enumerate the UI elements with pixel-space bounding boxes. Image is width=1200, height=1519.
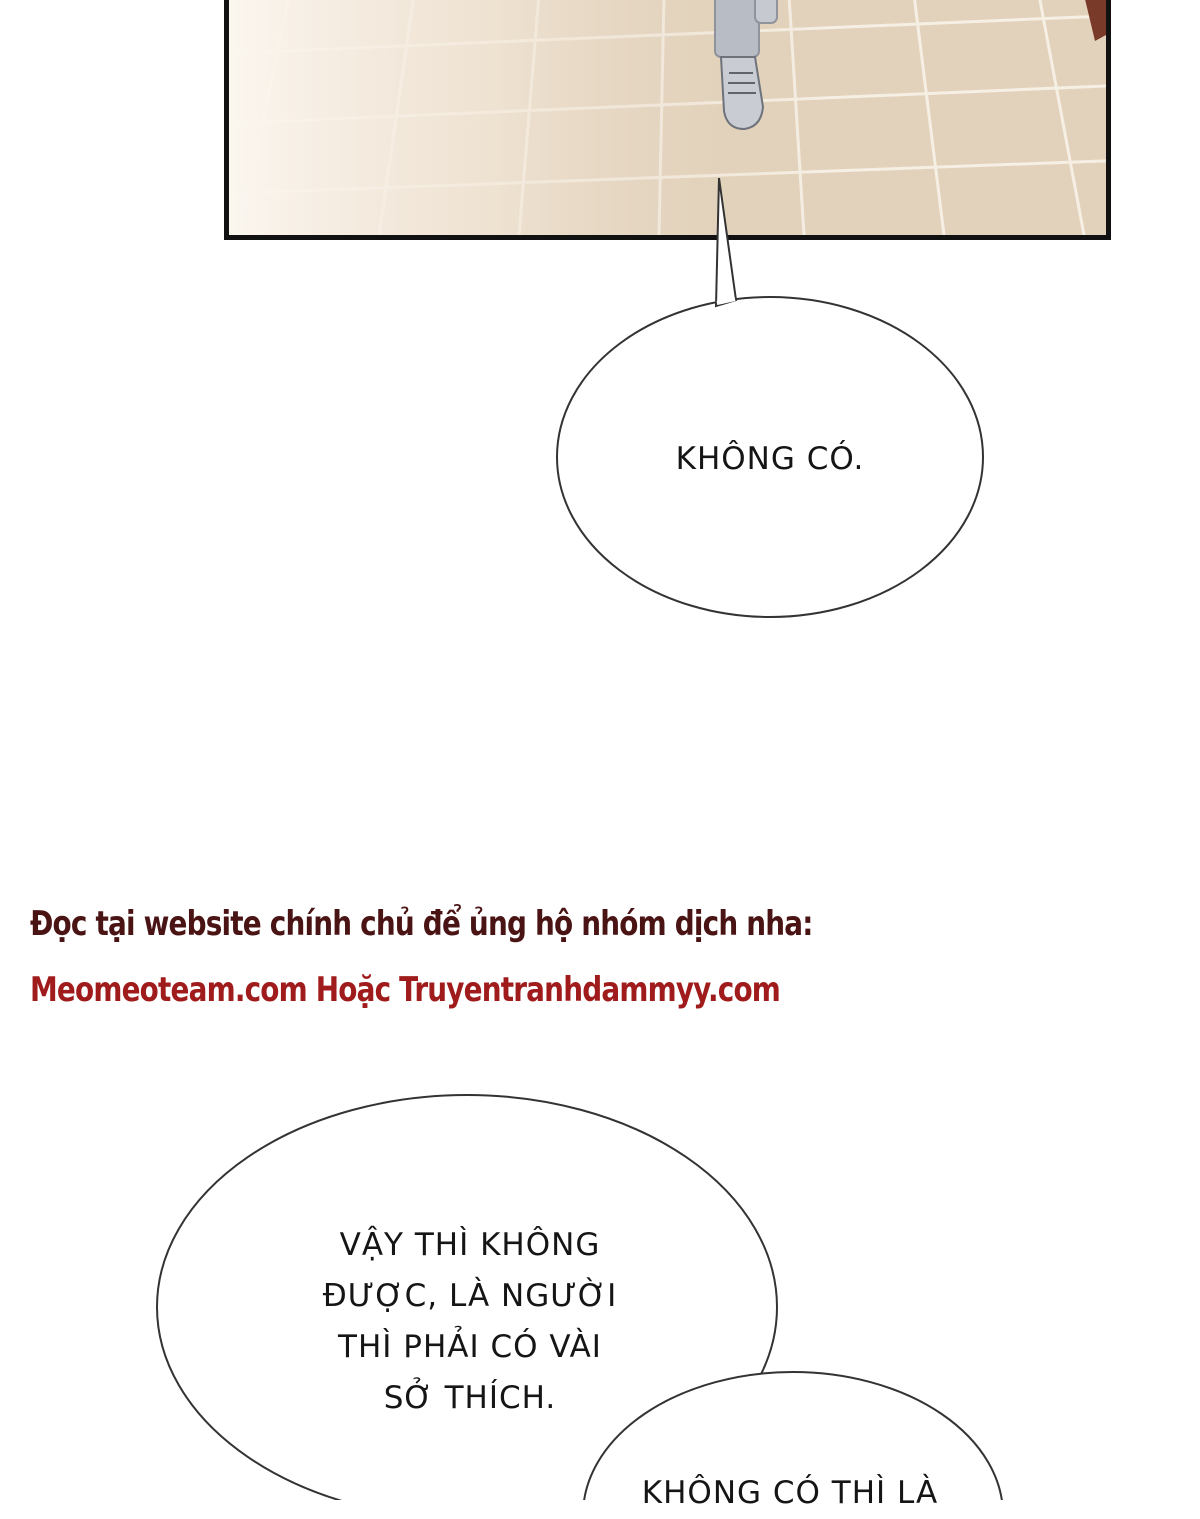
speech-bubble-1 — [557, 178, 983, 617]
bubble-2-text: VẬY THÌ KHÔNG ĐƯỢC, LÀ NGƯỜI THÌ PHẢI CÓ VÀI SỞ THÍCH. — [322, 1227, 618, 1416]
credit-line-1: Đọc tại website chính chủ để ủng hộ nhóm dịch nha: — [30, 904, 813, 944]
credit-line-2[interactable]: Meomeoteam.com Hoặc Truyentranhdammyy.com — [30, 970, 781, 1010]
bubble-1-text: KHÔNG CÓ. — [675, 441, 865, 477]
bubble-3-text: KHÔNG CÓ THÌ LÀ — [641, 1475, 939, 1511]
